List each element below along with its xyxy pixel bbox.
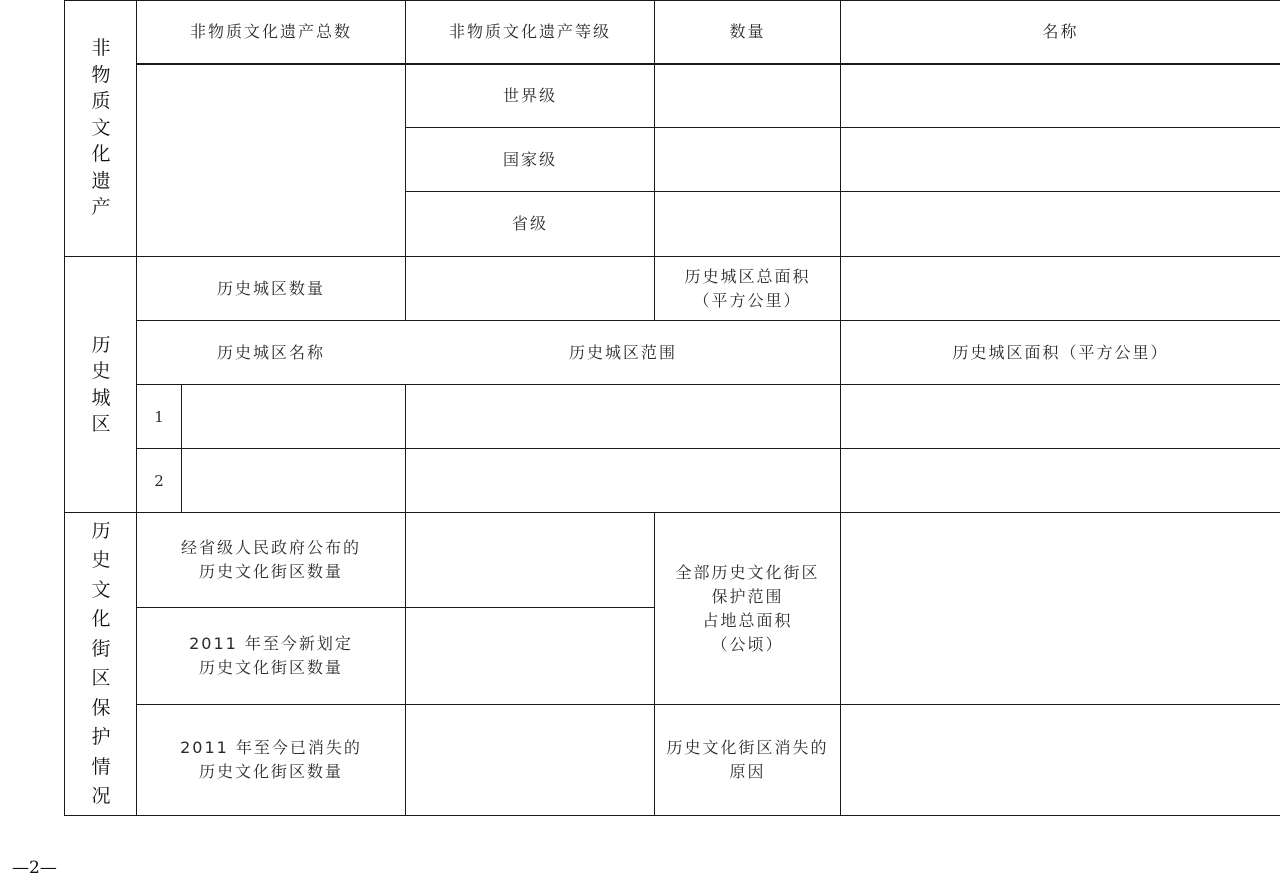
side-title-intangible: 非物质文化遗产 (91, 37, 111, 219)
label-new-blocks: 2011 年至今新划定 历史文化街区数量 (189, 634, 353, 677)
header-intangible-total: 非物质文化遗产总数 (189, 21, 352, 41)
label-lost-reason: 历史文化街区消失的 原因 (666, 738, 829, 781)
rule-col-c (840, 0, 841, 816)
level-world: 世界级 (502, 86, 557, 105)
rule-left (64, 0, 65, 816)
header-count: 数量 (729, 21, 766, 41)
header-name: 名称 (1042, 21, 1079, 41)
header-intangible-level: 非物质文化遗产等级 (448, 21, 611, 41)
label-city-total-area: 历史城区总面积 （平方公里） (684, 266, 811, 310)
city-row-index: 2 (154, 471, 164, 490)
rule-col-a2 (405, 384, 406, 816)
side-title-blocks: 历史文化街区保护情况 (91, 519, 111, 807)
rule-city-2 (137, 384, 1280, 385)
label-city-name: 历史城区名称 (216, 342, 325, 362)
level-provincial: 省级 (511, 214, 548, 233)
rule-bottom-right (841, 815, 1280, 816)
label-lost-blocks: 2011 年至今已消失的 历史文化街区数量 (180, 738, 362, 781)
level-national: 国家级 (502, 149, 557, 169)
label-city-scope: 历史城区范围 (568, 342, 677, 362)
rule-city-3 (137, 448, 1280, 449)
label-city-area: 历史城区面积（平方公里） (952, 342, 1169, 362)
rule-bottom (64, 815, 841, 816)
side-title-historic-city: 历史城区 (91, 333, 111, 435)
label-published-blocks: 经省级人民政府公布的 历史文化街区数量 (180, 538, 361, 581)
page-number: —2— (12, 858, 57, 878)
rule-header-bottom (137, 63, 1280, 65)
label-blocks-total-area: 全部历史文化街区 保护范围 占地总面积 （公顷） (675, 562, 820, 654)
rule-index-col (181, 384, 182, 512)
label-city-count: 历史城区数量 (216, 278, 325, 298)
city-row-index: 1 (154, 407, 164, 426)
